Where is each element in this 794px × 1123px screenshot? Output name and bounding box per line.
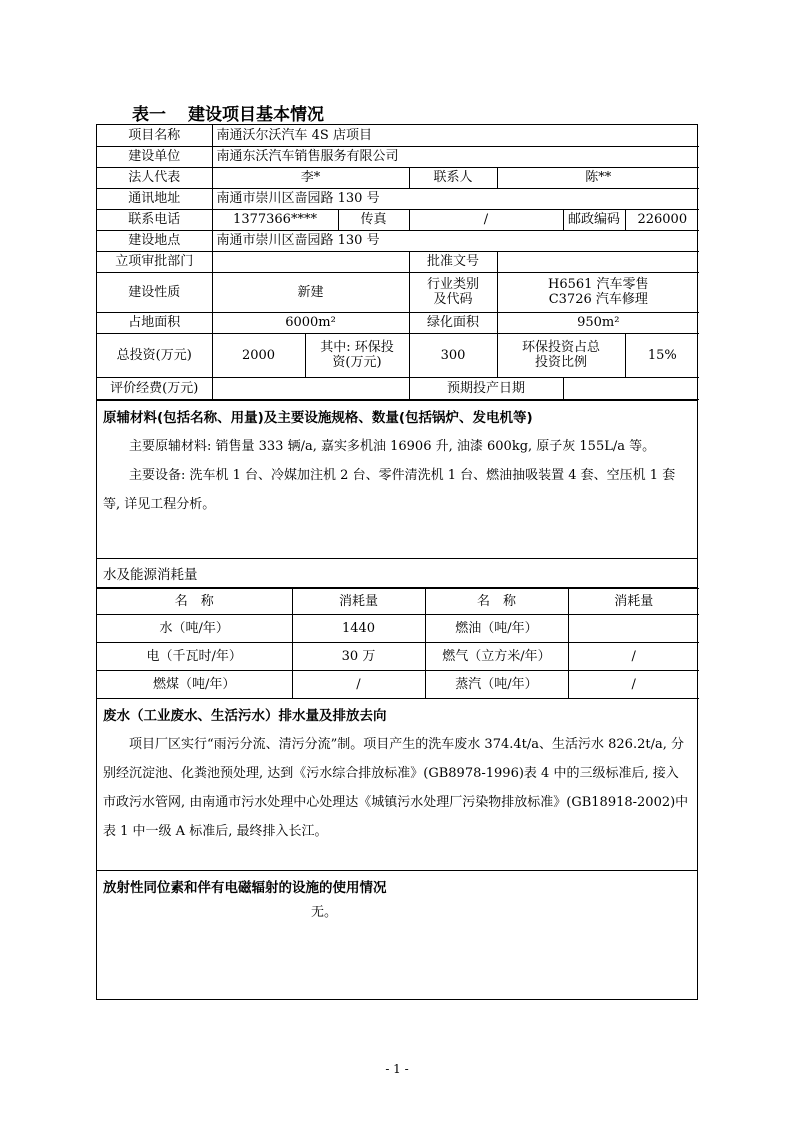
- col-amount-1: 消耗量: [292, 588, 425, 614]
- approval-no-label: 批准文号: [409, 251, 497, 272]
- energy-value: 1440: [292, 614, 425, 642]
- env-ratio-label-line1: 环保投资占总: [521, 340, 600, 355]
- title-label: 表一: [132, 105, 166, 125]
- unit-label: 建设单位: [97, 146, 212, 167]
- fax-value: /: [409, 209, 563, 230]
- area-label: 占地面积: [97, 312, 212, 333]
- industry-label-line2: 及代码: [433, 292, 473, 307]
- env-invest-label-line2: 资(万元): [332, 355, 382, 370]
- eval-fee-label: 评价经费(万元): [97, 377, 212, 399]
- energy-value: /: [568, 670, 699, 698]
- expected-value: [563, 377, 699, 399]
- project-name-label: 项目名称: [97, 125, 212, 146]
- nature-label: 建设性质: [97, 272, 212, 312]
- project-name-value: 南通沃尔沃汽车 4S 店项目: [212, 125, 699, 146]
- fax-label: 传真: [338, 209, 409, 230]
- materials-para-1: 主要原辅材料: 销售量 333 辆/a, 嘉实多机油 16906 升, 油漆 600kg, 原子灰 155L/a 等。: [129, 438, 656, 454]
- approval-dept-value: [212, 251, 409, 272]
- address-value: 南通市崇川区啬园路 130 号: [212, 188, 699, 209]
- invest-value: 2000: [212, 333, 305, 377]
- materials-section: [97, 400, 697, 558]
- energy-heading: 水及能源消耗量: [97, 558, 697, 588]
- nature-value: 新建: [212, 272, 409, 312]
- col-name-1: 名 称: [97, 588, 292, 614]
- env-ratio-label: [497, 333, 625, 377]
- approval-no-value: [497, 251, 699, 272]
- energy-name: 电（千瓦时/年）: [97, 642, 292, 670]
- wastewater-heading: 废水（工业废水、生活污水）排水量及排放去向: [103, 707, 387, 724]
- env-invest-label-line1: 其中: 环保投: [320, 340, 394, 355]
- energy-value: [568, 614, 699, 642]
- energy-name: 燃油（吨/年）: [425, 614, 568, 642]
- energy-value: /: [568, 642, 699, 670]
- title-text: 建设项目基本情况: [188, 105, 324, 125]
- eval-fee-value: [212, 377, 409, 399]
- approval-dept-label: 立项审批部门: [97, 251, 212, 272]
- col-name-2: 名 称: [425, 588, 568, 614]
- col-amount-2: 消耗量: [568, 588, 699, 614]
- basic-info-table: [97, 125, 699, 400]
- industry-line1: H6561 汽车零售: [548, 277, 649, 292]
- contact-value: 陈**: [497, 167, 699, 188]
- postcode-label: 邮政编码: [563, 209, 625, 230]
- address-label: 通讯地址: [97, 188, 212, 209]
- form-frame: [96, 124, 698, 1000]
- industry-label-line1: 行业类别: [426, 277, 479, 292]
- energy-value: /: [292, 670, 425, 698]
- radiation-heading: 放射性同位素和伴有电磁辐射的设施的使用情况: [103, 879, 387, 896]
- wastewater-section: [97, 699, 697, 870]
- site-label: 建设地点: [97, 230, 212, 251]
- unit-value: 南通东沃汽车销售服务有限公司: [212, 146, 699, 167]
- wastewater-para: 项目厂区实行“雨污分流、清污分流”制。项目产生的洗车废水 374.4t/a、生活污水 826.2t/a, 分别经沉淀池、化粪池预处理, 达到《污水综合排放标准》(GB8978-1996)表 4 中的三级标准后, 接入市政污水管网, 由南通市污水处理中心处理达《城镇污水处理厂污染物排放标准》(GB18918-2002)中表 1 中一级 A 标准后, 最终排入长江。: [103, 736, 689, 839]
- energy-table: [97, 588, 699, 699]
- energy-name: 水（吨/年）: [97, 614, 292, 642]
- env-invest-label: [305, 333, 409, 377]
- expected-label: 预期投产日期: [409, 377, 563, 399]
- page-number: - 1 -: [385, 1062, 409, 1076]
- contact-label: 联系人: [409, 167, 497, 188]
- materials-heading: 原辅材料(包括名称、用量)及主要设施规格、数量(包括锅炉、发电机等): [103, 409, 533, 426]
- radiation-text: 无。: [311, 904, 338, 920]
- industry-line2: C3726 汽车修理: [548, 292, 648, 307]
- invest-label: 总投资(万元): [97, 333, 212, 377]
- industry-value: [497, 272, 699, 312]
- page-title: [132, 100, 324, 125]
- area-value: 6000m²: [212, 312, 409, 333]
- phone-value: 1377366****: [212, 209, 338, 230]
- legal-value: 李*: [212, 167, 409, 188]
- energy-name: 燃气（立方米/年）: [425, 642, 568, 670]
- energy-name: 燃煤（吨/年）: [97, 670, 292, 698]
- industry-label: [409, 272, 497, 312]
- green-label: 绿化面积: [409, 312, 497, 333]
- radiation-section: [97, 870, 697, 924]
- materials-para-2: 主要设备: 洗车机 1 台、冷媒加注机 2 台、零件清洗机 1 台、燃油抽吸装置 4 套、空压机 1 套等, 详见工程分析。: [103, 467, 676, 512]
- env-ratio-value: 15%: [625, 333, 699, 377]
- env-ratio-label-line2: 投资比例: [534, 355, 587, 370]
- site-value: 南通市崇川区啬园路 130 号: [212, 230, 699, 251]
- green-value: 950m²: [497, 312, 699, 333]
- phone-label: 联系电话: [97, 209, 212, 230]
- energy-value: 30 万: [292, 642, 425, 670]
- postcode-value: 226000: [625, 209, 699, 230]
- legal-label: 法人代表: [97, 167, 212, 188]
- env-invest-value: 300: [409, 333, 497, 377]
- energy-name: 蒸汽（吨/年）: [425, 670, 568, 698]
